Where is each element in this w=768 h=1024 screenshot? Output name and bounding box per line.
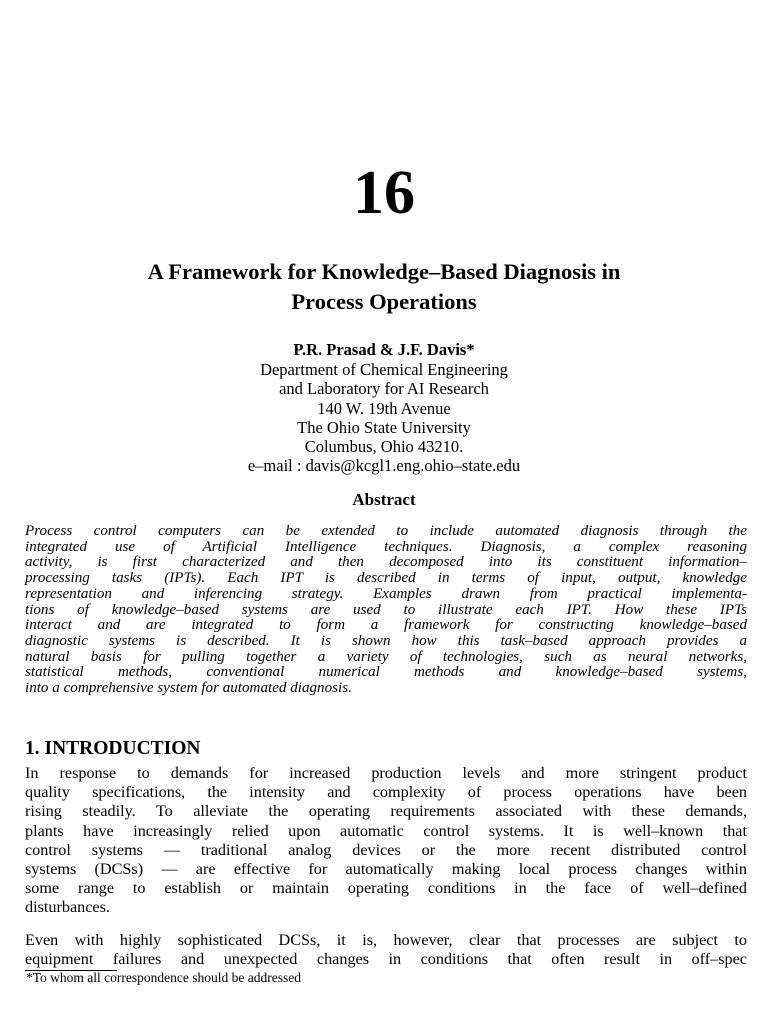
author-affiliation [0,360,768,476]
body-line: In response to demands for increased production levels and more stringent product [25,764,747,782]
email-line: e–mail : davis@kcgl1.eng.ohio–state.edu [247,456,521,476]
body-line: disturbances. [25,898,110,917]
abstract-line: processing tasks (IPTs). Each IPT is described in terms of input, output, knowledge [25,570,747,587]
author-names: P.R. Prasad & J.F. Davis* [293,340,475,359]
abstract-line: Process control computers can be extended to include automated diagnosis through the [25,523,747,539]
body-line: quality specifications, the intensity and complexity of process operations have been [25,783,747,802]
affiliation-line: 140 W. 19th Avenue [317,398,451,418]
body-line: rising steadily. To alleviate the operating requirements associated with these demands, [25,802,747,821]
abstract-line: statistical methods, conventional numerical methods and knowledge–based systems, [25,664,747,681]
abstract-line: activity, is first characterized and then decomposed into its constituent information– [25,554,747,571]
affiliation-line: and Laboratory for AI Research [279,379,489,399]
abstract-heading: Abstract [352,490,416,509]
paper-title [0,257,768,317]
body-line: equipment failures and unexpected changes in conditions that often result in off–spec [25,950,747,969]
abstract-body [25,524,747,697]
title-line: Process Operations [291,289,477,314]
footnote: *To whom all correspondence should be addressed [26,970,301,985]
body-line: some range to establish or maintain operating conditions in the face of well–defined [25,879,747,898]
affiliation-line: The Ohio State University [297,417,471,437]
body-line: plants have increasingly relied upon automatic control systems. It is well–known that [25,821,747,840]
body-line: control systems — traditional analog devices or the more recent distributed control [25,840,747,859]
abstract-line: into a comprehensive system for automated diagnosis. [25,680,352,697]
affiliation-line: Department of Chemical Engineering [260,360,508,379]
title-line: A Framework for Knowledge–Based Diagnosis in [147,259,621,284]
body-line: Even with highly sophisticated DCSs, it is, however, clear that processes are subject to [25,931,747,949]
section-heading-introduction: 1. INTRODUCTION [25,738,201,759]
affiliation-line: Columbus, Ohio 43210. [304,437,464,457]
introduction-paragraph-2 [25,931,747,969]
abstract-line: diagnostic systems is described. It is shown how this task–based approach provides a [25,632,747,649]
chapter-number: 16 [353,159,415,227]
abstract-line: tions of knowledge–based systems are used to illustrate each IPT. How these IPTs [25,601,747,618]
abstract-line: interact and are integrated to form a framework for constructing knowledge–based [25,617,747,634]
abstract-line: natural basis for pulling together a variety of technologies, such as neural networks, [25,648,747,665]
introduction-paragraph-1 [25,764,747,918]
abstract-line: representation and inferencing strategy. Examples drawn from practical implementa- [25,585,747,602]
abstract-line: integrated use of Artificial Intelligence techniques. Diagnosis, a complex reasoning [25,538,747,555]
body-line: systems (DCSs) — are effective for automatically making local process changes within [25,860,747,879]
